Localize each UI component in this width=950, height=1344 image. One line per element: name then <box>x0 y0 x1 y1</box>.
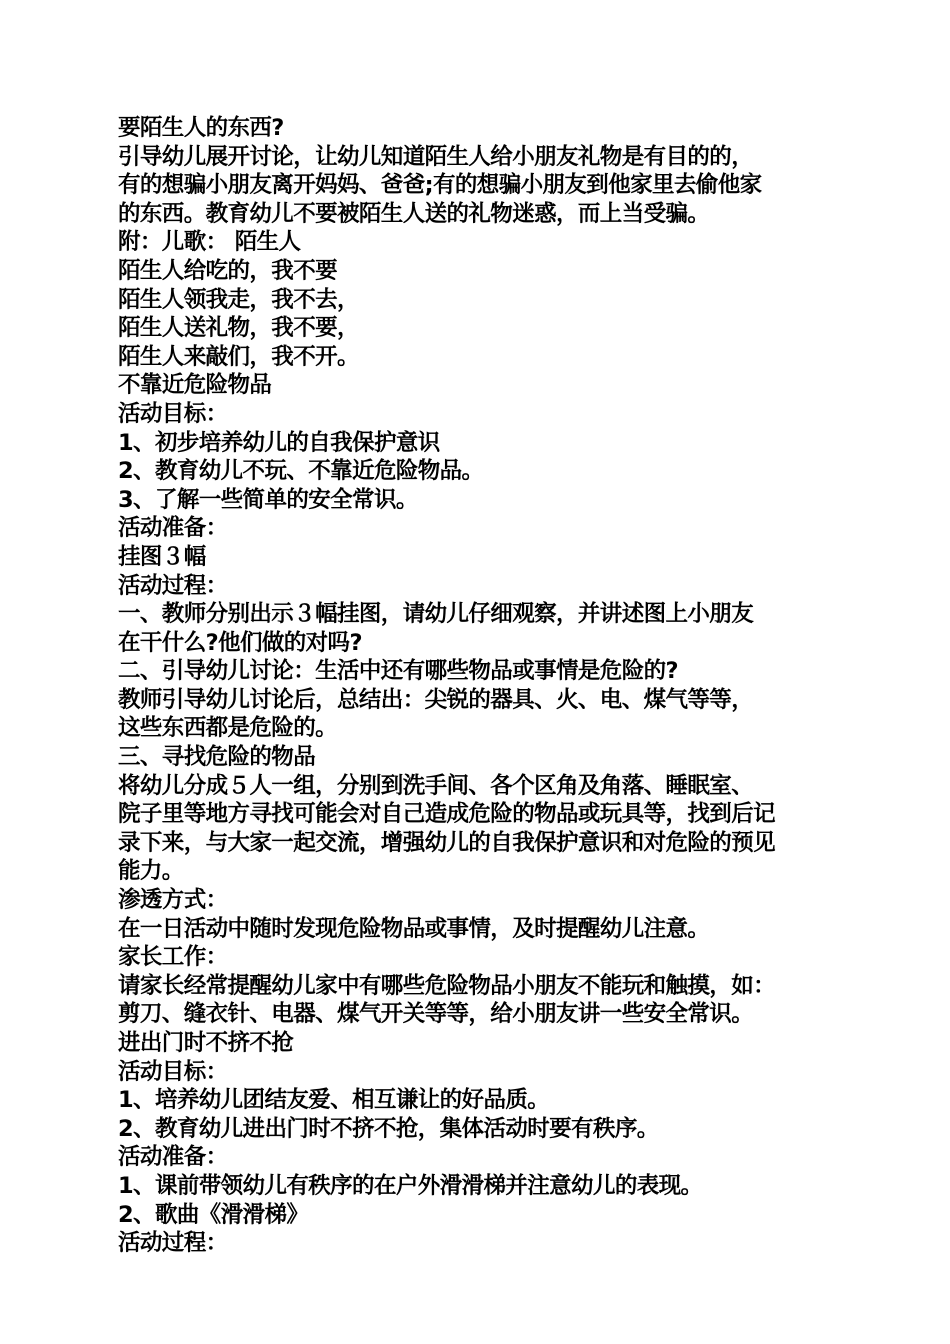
text-line: 活动准备： <box>118 515 228 542</box>
text-line: 1、培养幼儿团结友爱、相互谦让的好品质。 <box>118 1087 550 1114</box>
text-line: 陌生人送礼物，我不要， <box>118 315 359 342</box>
text-line: 剪刀、缝衣针、电器、煤气开关等等，给小朋友讲一些安全常识。 <box>118 1001 754 1028</box>
text-line: 陌生人领我走，我不去， <box>118 286 359 313</box>
text-line: 活动准备： <box>118 1144 228 1171</box>
text-line: 有的想骗小朋友离开妈妈、爸爸;有的想骗小朋友到他家里去偷他家 <box>118 172 762 199</box>
text-line: 的东西。教育幼儿不要被陌生人送的礼物迷惑，而上当受骗。 <box>118 200 710 227</box>
text-line: 附：儿歌： 陌生人 <box>118 229 301 256</box>
text-line: 渗透方式： <box>118 887 228 914</box>
text-line: 2、教育幼儿不玩、不靠近危险物品。 <box>118 458 484 485</box>
text-line: 引导幼儿展开讨论，让幼儿知道陌生人给小朋友礼物是有目的的， <box>118 143 754 170</box>
text-line: 在一日活动中随时发现危险物品或事情，及时提醒幼儿注意。 <box>118 915 710 942</box>
text-line: 挂图３幅 <box>118 543 206 570</box>
text-line: 家长工作： <box>118 944 228 971</box>
section-heading: 进出门时不挤不抢 <box>118 1030 294 1056</box>
text-line: 将幼儿分成５人一组，分别到洗手间、各个区角及角落、睡眠室、 <box>118 772 754 799</box>
text-line: 1、课前带领幼儿有秩序的在户外滑滑梯并注意幼儿的表现。 <box>118 1172 703 1199</box>
text-line: 请家长经常提醒幼儿家中有哪些危险物品小朋友不能玩和触摸，如： <box>118 972 776 999</box>
text-line: 活动目标： <box>118 400 228 427</box>
text-line: 2、教育幼儿进出门时不挤不抢，集体活动时要有秩序。 <box>118 1115 659 1142</box>
text-line: 录下来，与大家一起交流，增强幼儿的自我保护意识和对危险的预见 <box>118 829 776 856</box>
section-heading: 不靠近危险物品 <box>118 372 272 399</box>
document-page <box>118 114 848 1258</box>
text-line: 要陌生人的东西? <box>118 115 284 141</box>
text-line: 陌生人给吃的，我不要 <box>118 257 338 284</box>
text-line: 能力。 <box>118 858 184 885</box>
text-line: 活动目标： <box>118 1058 228 1085</box>
text-line: 3、了解一些简单的安全常识。 <box>118 486 418 513</box>
text-line: 陌生人来敲们，我不开。 <box>118 343 359 370</box>
text-line: 2、歌曲《滑滑梯》 <box>118 1201 309 1228</box>
text-line: 活动过程： <box>118 572 228 599</box>
text-line: 这些东西都是危险的。 <box>118 715 338 742</box>
text-line: 二、引导幼儿讨论：生活中还有哪些物品或事情是危险的? <box>118 658 678 685</box>
text-line: 一、教师分别出示３幅挂图，请幼儿仔细观察，并讲述图上小朋友 <box>118 601 754 628</box>
text-line: 三、寻找危险的物品 <box>118 744 316 771</box>
text-line: 在干什么?他们做的对吗? <box>118 629 362 656</box>
text-line: 1、初步培养幼儿的自我保护意识 <box>118 429 440 456</box>
text-line: 院子里等地方寻找可能会对自己造成危险的物品或玩具等，找到后记 <box>118 801 776 828</box>
text-line: 教师引导幼儿讨论后，总结出：尖锐的器具、火、电、煤气等等， <box>118 686 754 713</box>
text-line: 活动过程： <box>118 1230 228 1257</box>
